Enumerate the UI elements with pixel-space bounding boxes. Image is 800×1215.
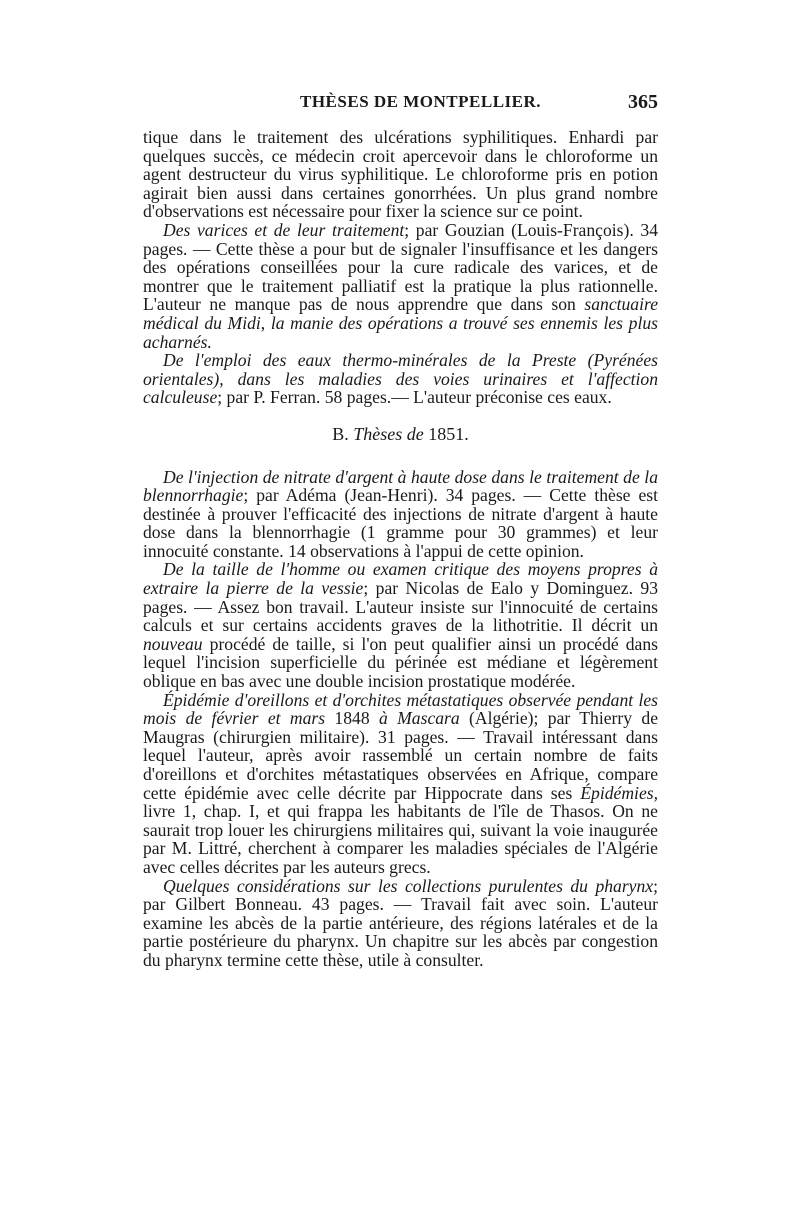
text-run: ; par Gouzian (Louis-François). 34 pages. — Cette thèse a pour but de signaler l'insuffisance et les dangers des opérations conseillées pour la cure radicale des varices, et de montrer que le traitement palliatif est la pratique la plus rationnelle. L'auteur ne manque pas de nous apprendre que dans son	[143, 219, 658, 315]
italic-text: De l'emploi des eaux thermo-minérales de la Preste (Pyrénées orientales), dans les maladies des voies urinaires et l'affection calculeuse	[143, 350, 658, 408]
paragraph	[143, 877, 658, 970]
paragraph	[143, 691, 658, 877]
text-run: (Algérie); par Thierry de Maugras (chirurgien militaire). 31 pages. — Travail intéressant dans lequel l'auteur, après avoir rassemblé un certain nombre de faits d'oreillons et d'orchites métastatiques observées en Afrique, compare cette épidémie avec celle décrite par Hippocrate dans ses	[143, 708, 659, 803]
paragraph	[143, 351, 658, 407]
text-run: B.	[332, 423, 354, 444]
italic-text: Épidémie d'oreillons et d'orchites métastatiques observée pendant les mois de février et mars	[143, 689, 658, 729]
italic-text: à Mascara	[378, 708, 460, 729]
italic-text: la manie des opérations a trouvé ses ennemis les plus acharnés.	[143, 312, 658, 352]
italic-text: Thèses de	[353, 423, 424, 444]
italic-text: De la taille de l'homme ou examen critique des moyens propres à extraire la pierre de la vessie	[143, 559, 658, 599]
italic-text: Épidémies,	[580, 782, 658, 803]
italic-text: Quelques considérations sur les collections purulentes du pharynx	[163, 875, 654, 896]
text-run: ; par P. Ferran. 58 pages.— L'auteur préconise ces eaux.	[217, 387, 612, 408]
body-text	[143, 128, 658, 970]
page-number: 365	[628, 91, 658, 113]
italic-text: nouveau	[143, 633, 203, 654]
text-run: 1848	[325, 708, 379, 729]
text-run: tique dans le traitement des ulcérations syphilitiques. Enhardi par quelques succès, ce médecin croit apercevoir dans le chloroforme un agent destructeur du virus syphilitique. Le chloroforme pris en potion agirait bien aussi dans certaines gonorrhées. Un plus grand nombre d'observations est nécessaire pour fixer la science sur ce point.	[143, 127, 658, 222]
text-run: livre 1, chap. I, et qui frappa les habitants de l'île de Thasos. On ne saurait trop louer les chirurgiens militaires qui, suivant la voie inaugurée par M. Littré, cherchent à comparer les maladies spéciales de l'Algérie avec celles décrites par les auteurs grecs.	[143, 801, 658, 877]
section-heading	[143, 425, 658, 444]
text-run: ; par Gilbert Bonneau. 43 pages. — Travail fait avec soin. L'auteur examine les abcès de la partie antérieure, des régions latérales et de la partie postérieure du pharynx. Un chapitre sur les abcès par congestion du pharynx termine cette thèse, utile à consulter.	[143, 875, 658, 970]
paragraph	[143, 128, 658, 221]
italic-text: sanctuaire médical du Midi	[143, 294, 658, 333]
text-run: ; par Nicolas de Ealo y Dominguez. 93 pages. — Assez bon travail. L'auteur insiste sur l'innocuité de certains calculs et sur certains accidents graves de la lithotritie. Il décrit un	[143, 578, 658, 636]
text-run: ,	[260, 312, 271, 333]
paragraph	[143, 468, 658, 561]
text-run: ; par Adéma (Jean-Henri). 34 pages. — Cette thèse est destinée à prouver l'efficacité des injections de nitrate d'argent à haute dose dans la blennorrhagie (1 gramme pour 30 grammes) et leur innocuité constante. 14 observations à l'appui de cette opinion.	[143, 485, 658, 561]
paragraph	[143, 560, 658, 690]
running-title: THÈSES DE MONTPELLIER.	[300, 92, 542, 111]
text-run: procédé de taille, si l'on peut qualifier ainsi un procédé dans lequel l'incision superficielle du périnée est médiane et légèrement oblique en bas avec une double incision prostatique modérée.	[143, 633, 658, 692]
text-run: 1851.	[423, 423, 469, 444]
italic-text: De l'injection de nitrate d'argent à haute dose dans le traitement de la blennorrhagie	[143, 466, 658, 506]
italic-text: Des varices et de leur traitement	[163, 219, 405, 240]
paragraph	[143, 221, 658, 351]
